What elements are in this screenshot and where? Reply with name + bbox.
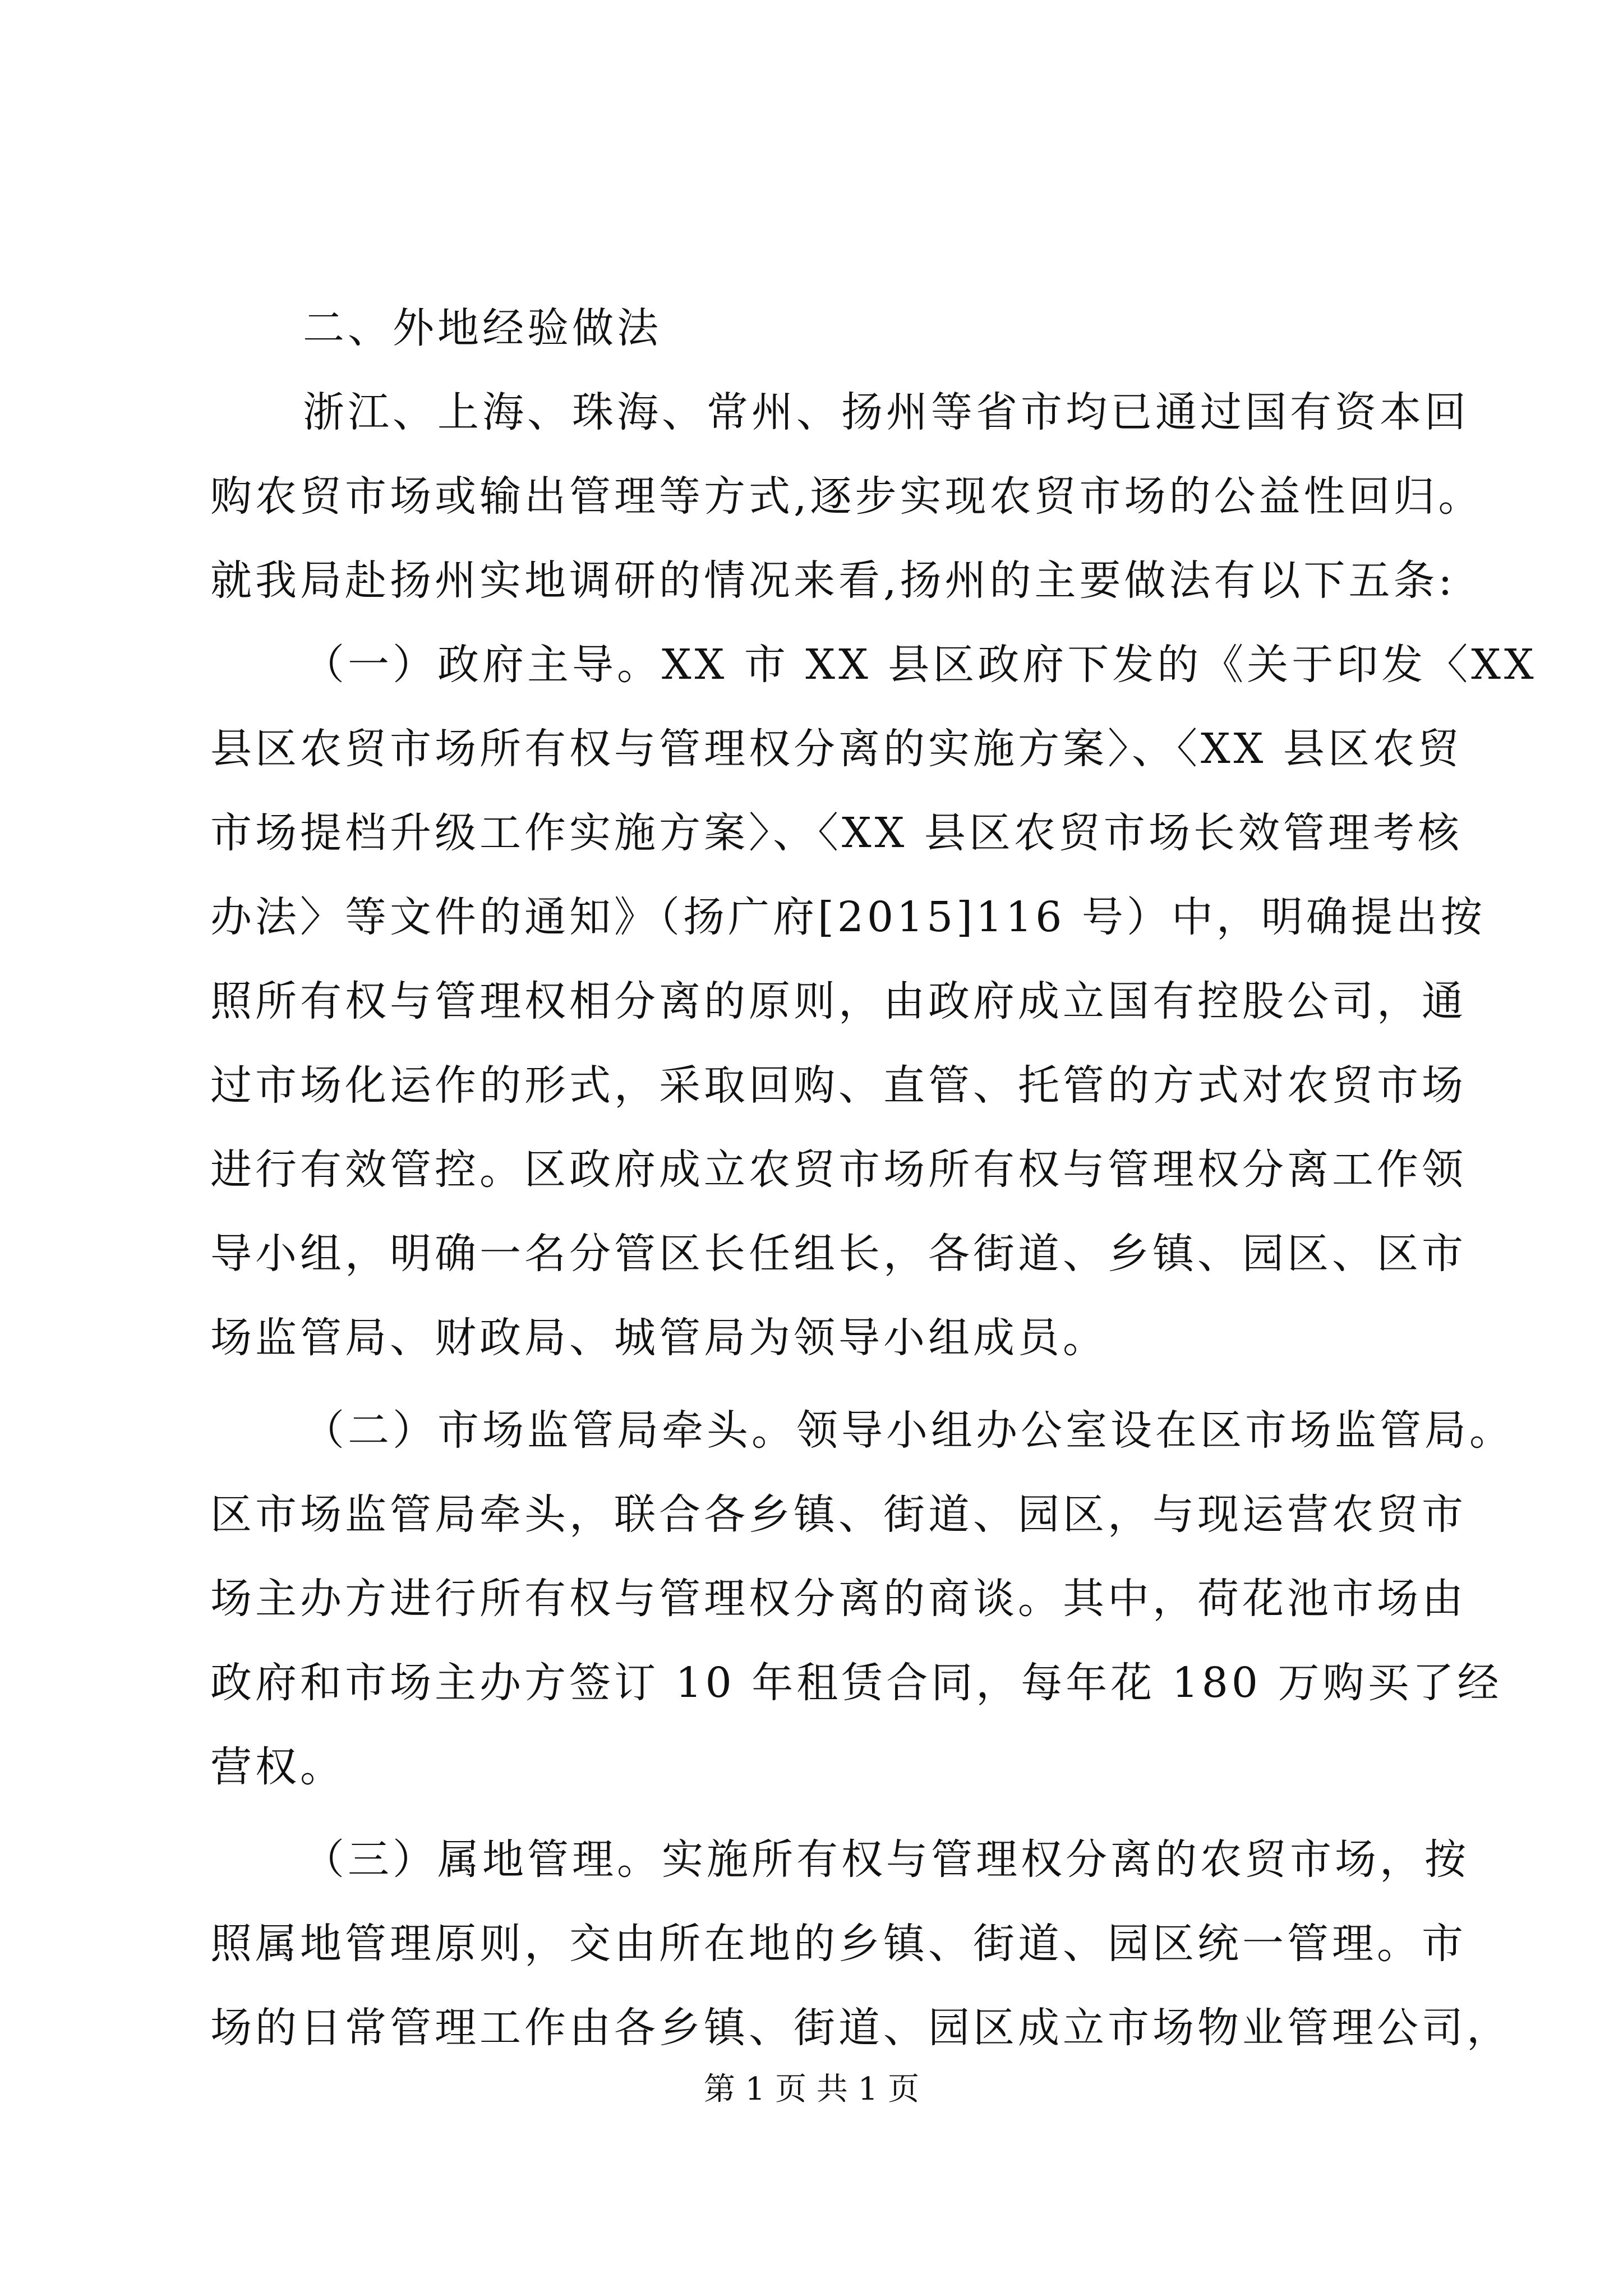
paragraph-line: （二）市场监管局牵头。领导小组办公室设在区市场监管局。 (303, 1406, 1514, 1455)
paragraph-line: 县区农贸市场所有权与管理权分离的实施方案〉、〈XX 县区农贸 (210, 725, 1463, 773)
paragraph-line: （一）政府主导。XX 市 XX 县区政府下发的《关于印发〈XX (303, 641, 1537, 689)
paragraph-line: 过市场化运作的形式，采取回购、直管、托管的方式对农贸市场 (210, 1061, 1467, 1110)
paragraph-line: 营权。 (210, 1743, 345, 1791)
paragraph-line: 区市场监管局牵头，联合各乡镇、街道、园区，与现运营农贸市 (210, 1490, 1467, 1539)
paragraph-line: 市场提档升级工作实施方案〉、〈XX 县区农贸市场长效管理考核 (210, 809, 1463, 857)
paragraph-line: 场主办方进行所有权与管理权分离的商谈。其中，荷花池市场由 (210, 1575, 1467, 1623)
paragraph-line: 场的日常管理工作由各乡镇、街道、园区成立市场物业管理公司， (210, 2004, 1511, 2052)
paragraph-line: 照所有权与管理权相分离的原则，由政府成立国有控股公司，通 (210, 977, 1467, 1025)
page-number-footer: 第 1 页 共 1 页 (703, 2071, 920, 2108)
paragraph-line: 浙江、上海、珠海、常州、扬州等省市均已通过国有资本回 (303, 388, 1469, 436)
paragraph-line: 办法〉等文件的通知》（扬广府[2015]116 号）中，明确提出按 (210, 893, 1486, 941)
paragraph-line: 就我局赴扬州实地调研的情况来看,扬州的主要做法有以下五条: (210, 556, 1456, 605)
section-heading: 二、外地经验做法 (303, 304, 662, 352)
paragraph-line: 政府和市场主办方签订 10 年租赁合同，每年花 180 万购买了经 (210, 1659, 1502, 1707)
paragraph-line: 导小组，明确一名分管区长任组长，各街道、乡镇、园区、区市 (210, 1230, 1467, 1278)
paragraph-line: （三）属地管理。实施所有权与管理权分离的农贸市场，按 (303, 1835, 1469, 1884)
paragraph-line: 场监管局、财政局、城管局为领导小组成员。 (210, 1314, 1108, 1362)
paragraph-line: 照属地管理原则，交由所在地的乡镇、街道、园区统一管理。市 (210, 1920, 1467, 1968)
paragraph-line: 购农贸市场或输出管理等方式,逐步实现农贸市场的公益性回归。 (210, 472, 1483, 521)
paragraph-line: 进行有效管控。区政府成立农贸市场所有权与管理权分离工作领 (210, 1145, 1467, 1194)
